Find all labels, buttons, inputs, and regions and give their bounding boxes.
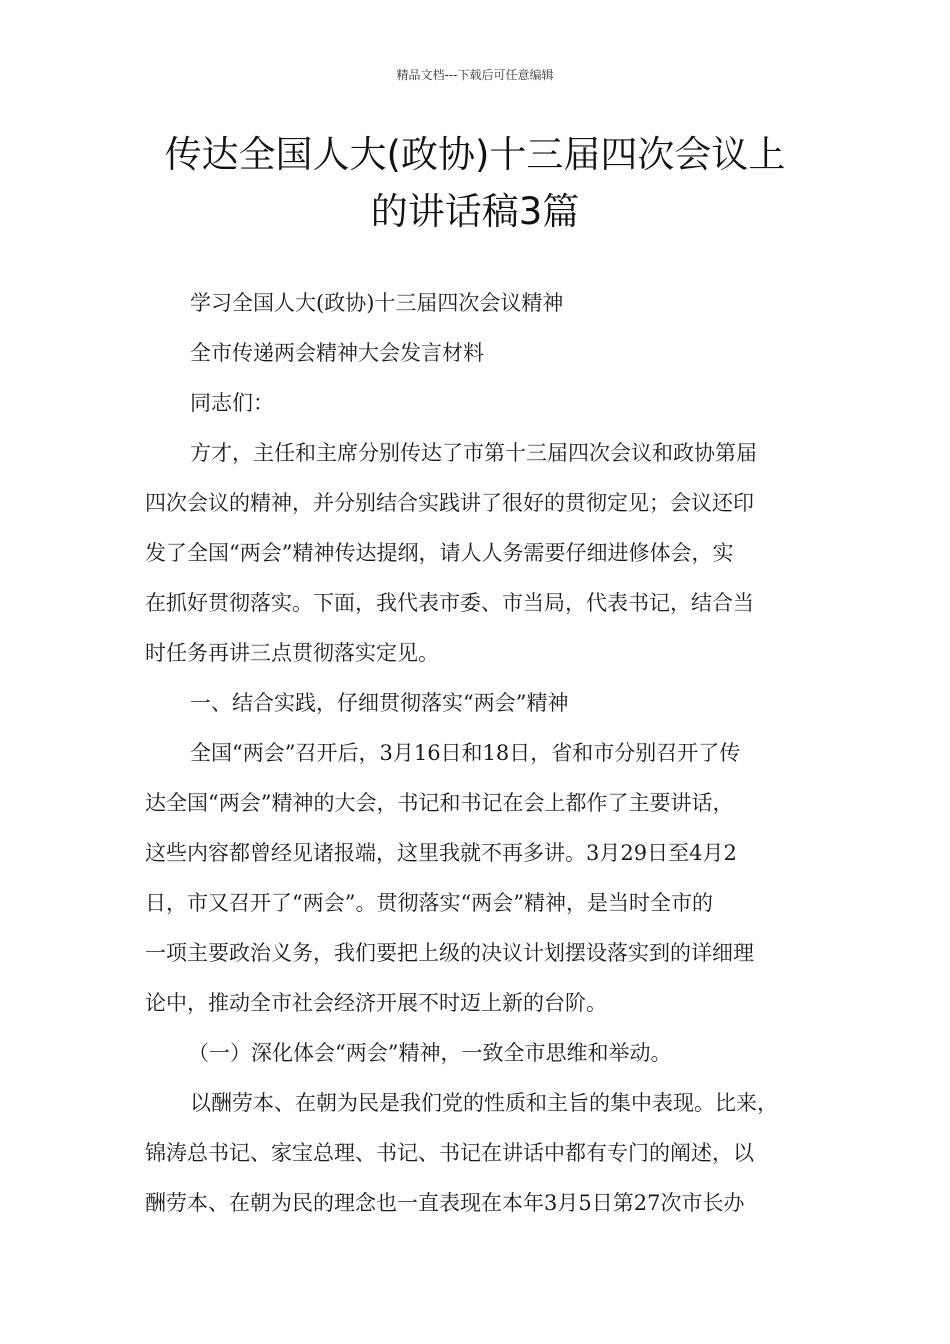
paragraph-line: 一项主要政治义务，我们要把上级的决议计划摆设落实到的详细理 (145, 941, 754, 965)
paragraph-line: 达全国“两会”精神的大会，书记和书记在会上都作了主要讲话， (145, 791, 734, 815)
paragraph-line: 酬劳本、在朝为民的理念也一直表现在本年3月5日第27次市长办 (145, 1191, 745, 1215)
subtitle-line: 学习全国人大(政协)十三届四次会议精神 (190, 291, 564, 315)
paragraph-line: 时任务再讲三点贯彻落实定见。 (145, 641, 439, 665)
paragraph-line: 全国“两会”召开后，3月16日和18日，省和市分别召开了传 (190, 741, 741, 765)
paragraph-line: 方才，主任和主席分别传达了市第十三届四次会议和政协第届 (190, 441, 757, 465)
document-body (145, 278, 835, 1228)
title-line-2: 的讲话稿3篇 (370, 190, 580, 233)
subtitle-line: 全市传递两会精神大会发言材料 (190, 341, 484, 365)
paragraph-line: 锦涛总书记、家宝总理、书记、书记在讲话中都有专门的阐述，以 (145, 1141, 754, 1165)
paragraph-line: 论中，推动全市社会经济开展不时迈上新的台阶。 (145, 991, 607, 1015)
paragraph-line: 在抓好贯彻落实。下面，我代表市委、市当局，代表书记，结合当 (145, 591, 754, 615)
subsection-heading: （一）深化体会“两会”精神，一致全市思维和举动。 (188, 1041, 672, 1065)
paragraph-line: 日，市又召开了“两会”。贯彻落实“两会”精神，是当时全市的 (145, 891, 713, 915)
title-line-1: 传达全国人大(政协)十三届四次会议上 (164, 133, 786, 176)
paragraph-line: 发了全国“两会”精神传达提纲，请人人务需要仔细进修体会，实 (145, 541, 734, 565)
section-heading: 一、结合实践，仔细贯彻落实“两会”精神 (190, 691, 569, 715)
salutation: 同志们： (190, 391, 274, 415)
header-note: 精品文档---下载后可任意编辑 (396, 68, 554, 82)
paragraph-line: 四次会议的精神，并分别结合实践讲了很好的贯彻定见；会议还印 (145, 491, 754, 515)
document-title (100, 126, 850, 240)
paragraph-line: 以酬劳本、在朝为民是我们党的性质和主旨的集中表现。比来， (190, 1091, 778, 1115)
paragraph-line: 这些内容都曾经见诸报端，这里我就不再多讲。3月29日至4月2 (145, 841, 737, 865)
